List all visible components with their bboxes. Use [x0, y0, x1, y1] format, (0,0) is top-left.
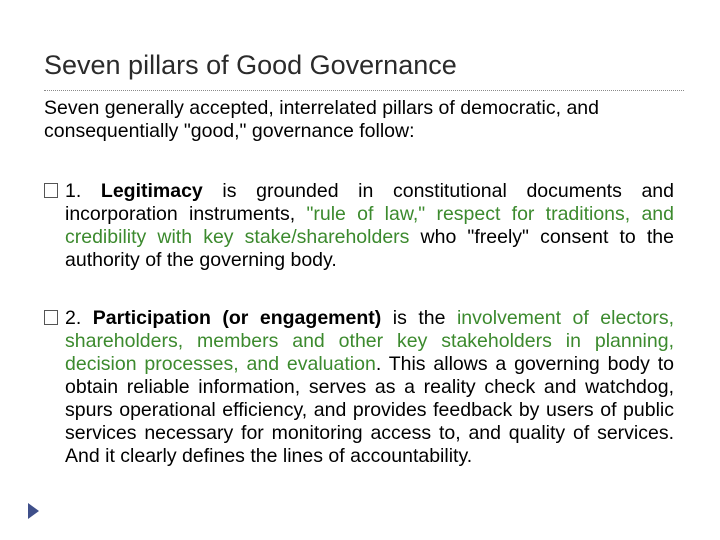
bullet-text	[65, 180, 674, 272]
intro-paragraph: Seven generally accepted, interrelated pillars of democratic, and consequentially "good," governance follow:	[44, 97, 599, 142]
bullet-highlight: "rule of law," respect for traditions, and credibility with key stake/shareholders	[65, 203, 674, 248]
next-slide-arrow-icon[interactable]	[28, 503, 39, 519]
bullet-part: is the	[381, 307, 457, 329]
bullet-part: is grounded in constitutional documents and incorporation instruments,	[65, 180, 674, 225]
bullet-number: 1.	[65, 180, 82, 202]
title-divider	[44, 90, 684, 91]
slide-title: Seven pillars of Good Governance	[44, 50, 457, 80]
bullet-term: Legitimacy	[100, 180, 203, 202]
square-bullet-icon	[44, 310, 58, 325]
bullet-legitimacy	[44, 180, 674, 272]
bullet-term: Participation (or engagement)	[92, 307, 382, 329]
bullet-highlight: involvement of electors, shareholders, members and other key stakeholders in planning, decision processes, and evaluation	[65, 307, 674, 375]
bullet-text	[65, 307, 674, 468]
bullet-number: 2.	[65, 307, 82, 329]
bullet-part: who "freely" consent to the authority of the governing body.	[65, 226, 674, 271]
bullet-participation	[44, 307, 674, 468]
square-bullet-icon	[44, 183, 58, 198]
bullet-part: . This allows a governing body to obtain reliable information, serves as a reality check and watchdog, spurs operational efficiency, and provides feedback by users of public services necessary for monitoring access to, and quality of services. And it clearly defines the lines of accountability.	[65, 353, 675, 467]
